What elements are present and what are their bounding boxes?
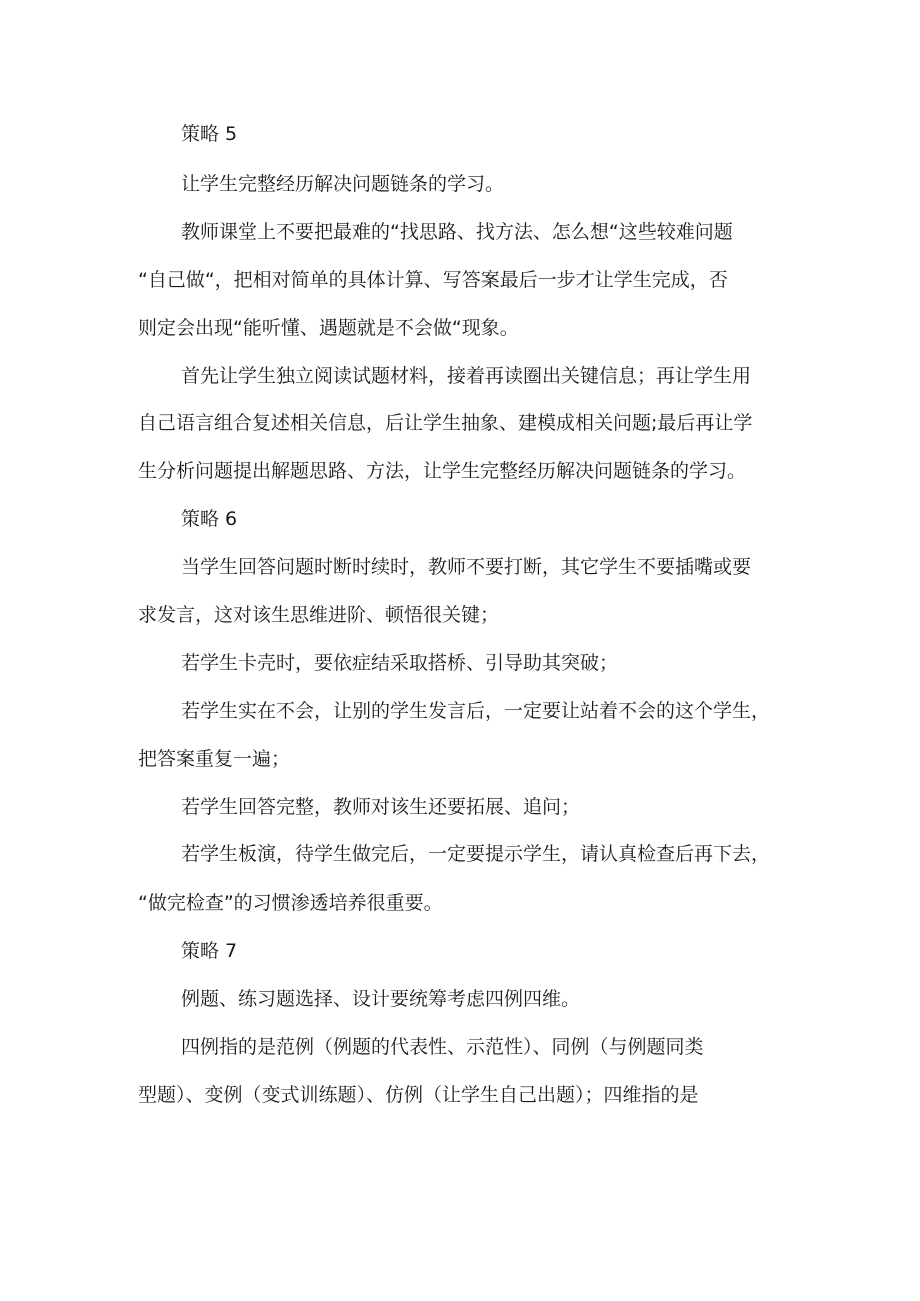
strategy-5-heading: 策略 5	[181, 123, 238, 145]
strategy-5-paragraph-2-line-2: “自己做“，把相对简单的具体计算、写答案最后一步才让学生完成，否	[138, 269, 728, 291]
strategy-6-paragraph-5-line-2: “做完检查”的习惯渗透培养很重要。	[138, 892, 443, 914]
strategy-6-heading: 策略 6	[181, 508, 238, 530]
strategy-6-paragraph-3-line-2: 把答案重复一遍；	[138, 748, 291, 770]
strategy-6-paragraph-3-line-1: 若学生实在不会，让别的学生发言后，一定要让站着不会的这个学生，	[181, 700, 771, 722]
strategy-6-paragraph-1-line-2: 求发言，这对该生思维进阶、顿悟很关键；	[138, 604, 500, 626]
strategy-6-paragraph-4: 若学生回答完整，教师对该生还要拓展、追问；	[181, 796, 581, 818]
strategy-5-paragraph-3-line-2: 自己语言组合复述相关信息，后让学生抽象、建模成相关问题;最后再让学	[138, 412, 753, 434]
strategy-5-paragraph-2-line-3: 则定会出现“能听懂、遇题就是不会做“现象。	[138, 317, 519, 339]
strategy-6-paragraph-2: 若学生卡壳时，要依症结采取搭桥、引导助其突破；	[181, 652, 619, 674]
strategy-7-paragraph-2-line-2: 型题）、变例（变式训练题）、仿例（让学生自己出题）；四维指的是	[138, 1084, 699, 1106]
strategy-7-heading: 策略 7	[181, 940, 238, 962]
strategy-5-paragraph-2-line-1: 教师课堂上不要把最难的“找思路、找方法、怎么想“这些较难问题	[181, 221, 733, 243]
strategy-6-paragraph-1-line-1: 当学生回答问题时断时续时，教师不要打断，其它学生不要插嘴或要	[181, 556, 752, 578]
strategy-5-paragraph-1: 让学生完整经历解决问题链条的学习。	[181, 173, 505, 195]
strategy-5-paragraph-3-line-3: 生分析问题提出解题思路、方法，让学生完整经历解决问题链条的学习。	[138, 460, 747, 482]
strategy-7-paragraph-1: 例题、练习题选择、设计要统筹考虑四例四维。	[181, 988, 581, 1010]
strategy-5-paragraph-3-line-1: 首先让学生独立阅读试题材料，接着再读圈出关键信息；再让学生用	[181, 365, 752, 387]
strategy-7-paragraph-2-line-1: 四例指的是范例（例题的代表性、示范性）、同例（与例题同类	[181, 1036, 704, 1058]
strategy-6-paragraph-5-line-1: 若学生板演，待学生做完后，一定要提示学生，请认真检查后再下去，	[181, 843, 771, 865]
